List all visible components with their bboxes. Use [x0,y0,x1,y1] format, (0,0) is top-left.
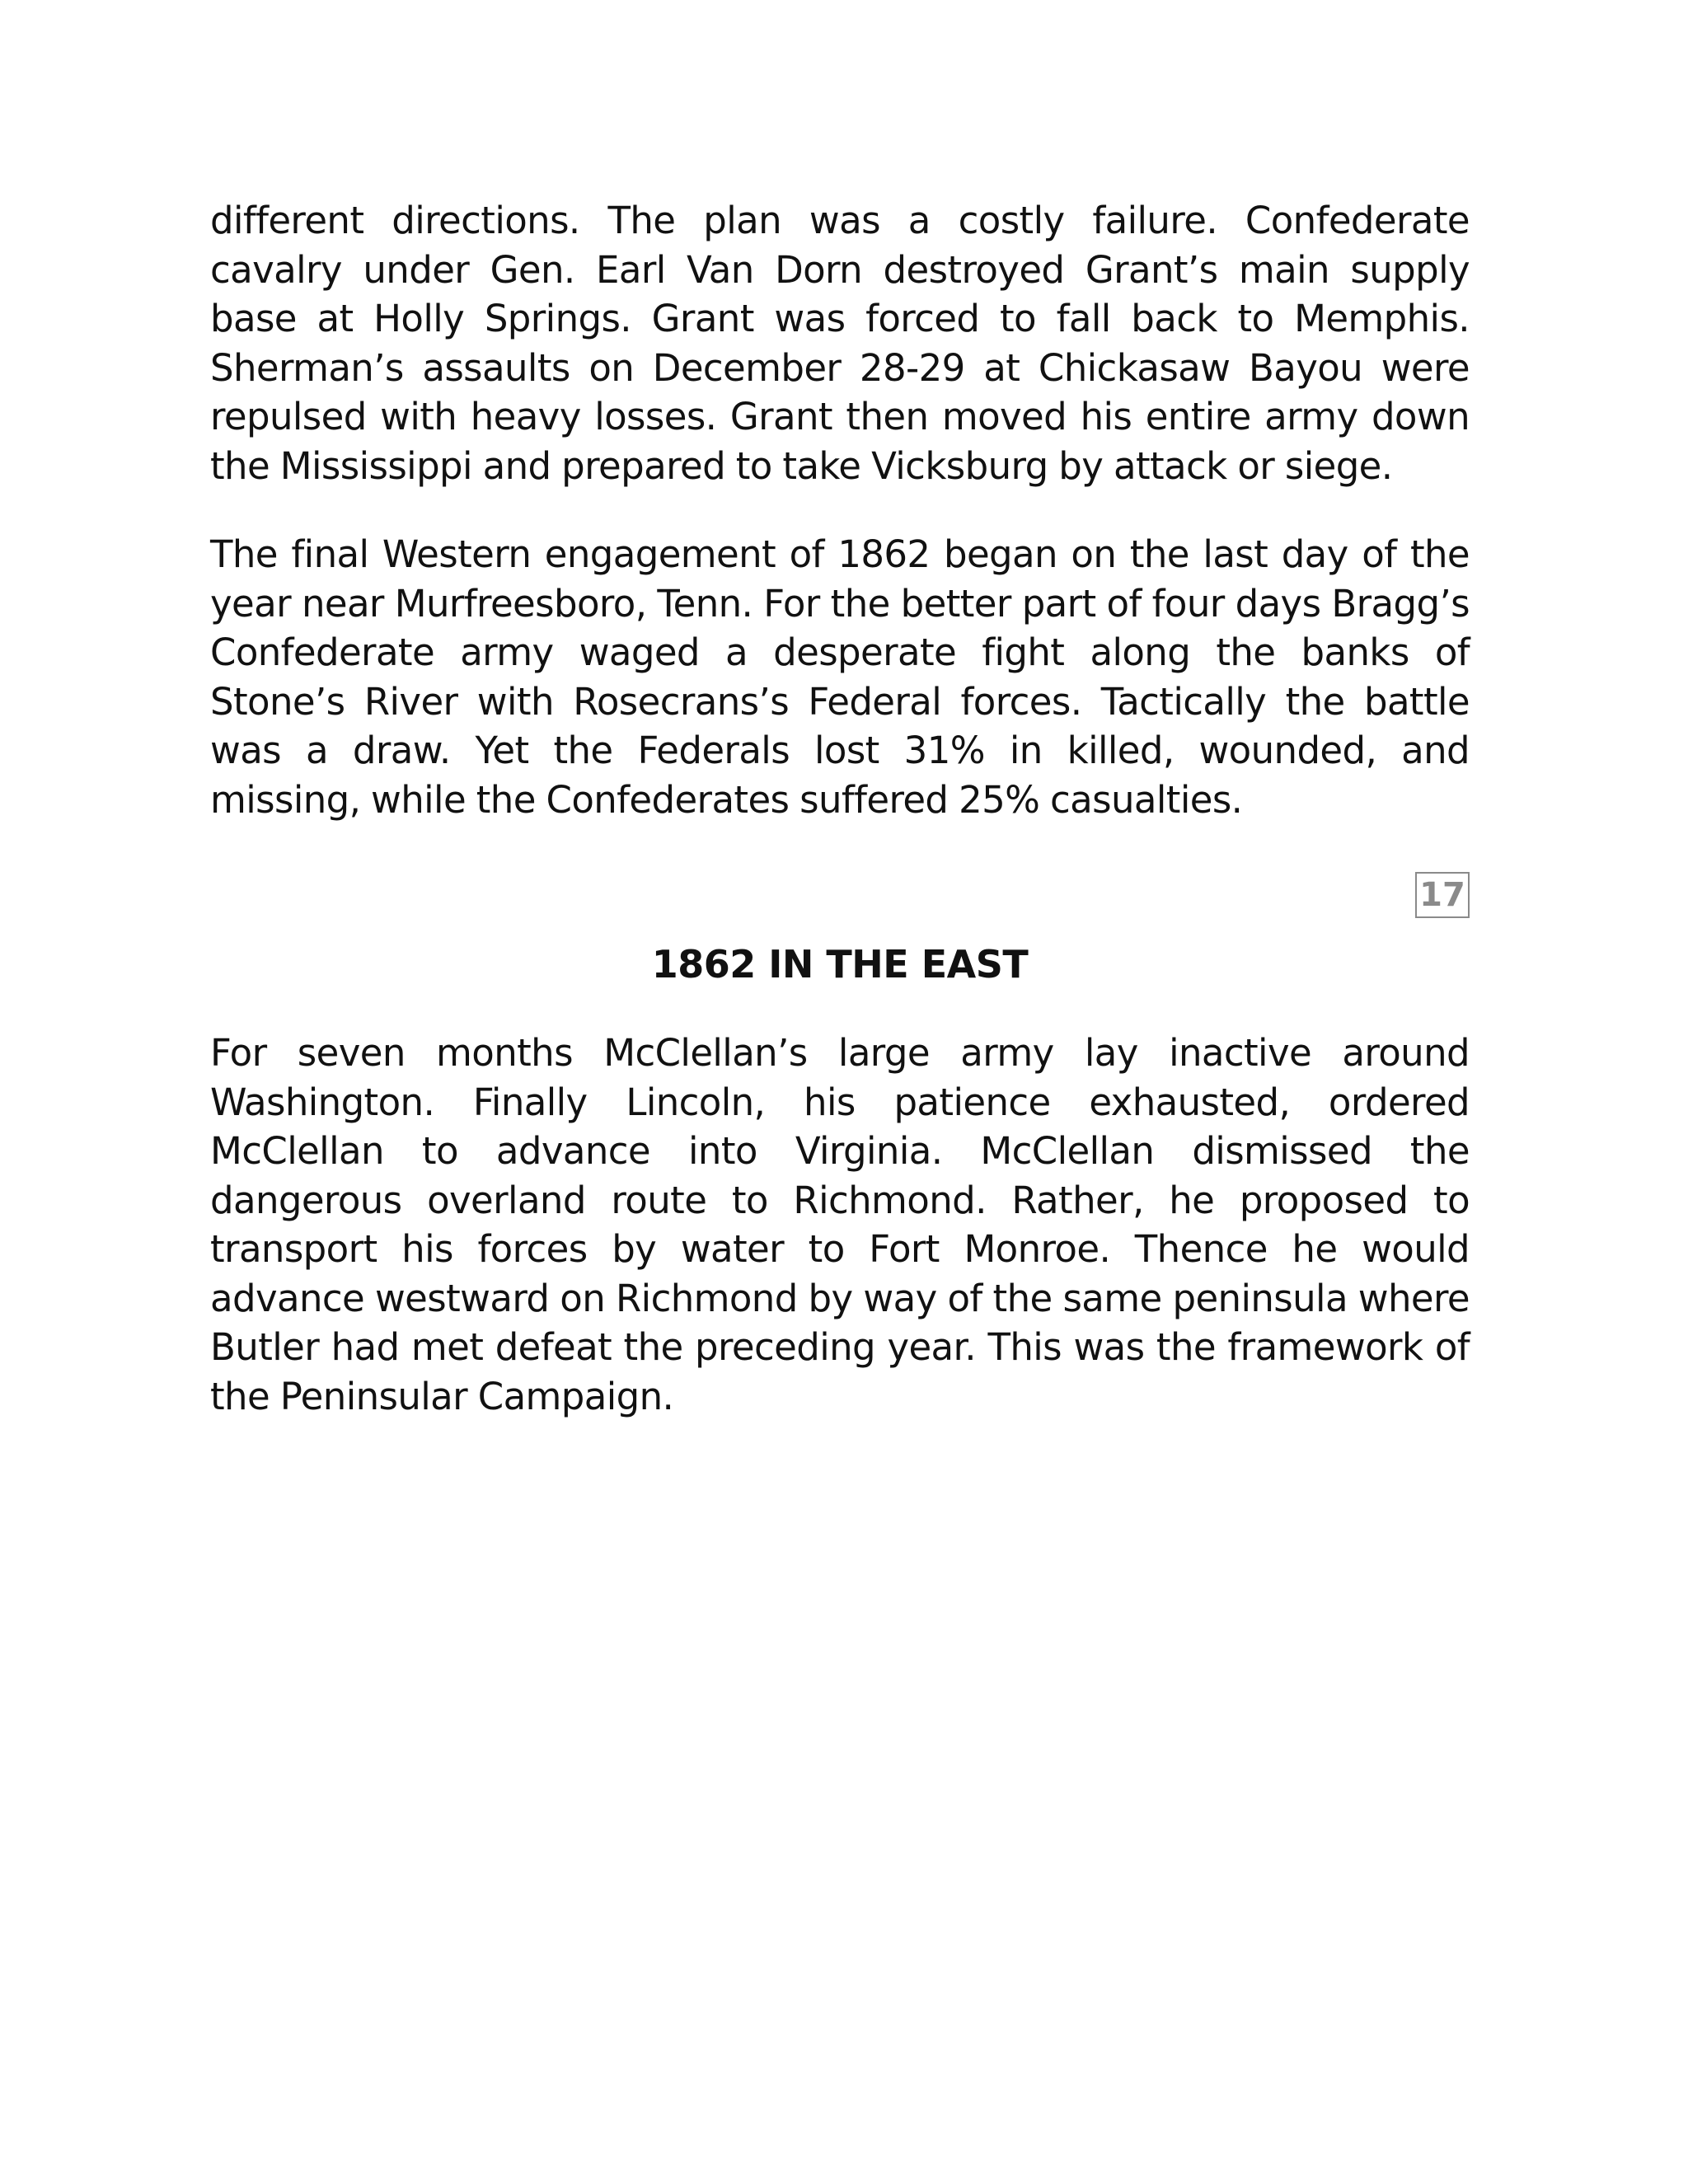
page-number: 17 [1415,872,1470,918]
paragraph-peninsular-campaign: For seven months McClellan’s large army lay inactive around Washington. Finally Lincoln, his patience exhausted, ordered McClellan to advance into Virginia. McClellan dismissed the dangerous overland route to Richmond. Rather, he proposed to transport his forces by water to Fort Monroe. Thence he would advance westward on Richmond by way of the same peninsula where Butler had met defeat the preceding year. This was the framework of the Peninsular Campaign. [210,1031,1470,1418]
paragraph-stones-river: The final Western engagement of 1862 began on the last day of the year near Murfreesboro, Tenn. For the better part of four days Bragg’s Confederate army waged a desperate fight along the banks of Stone’s River with Rosecrans’s Federal forces. Tactically the battle was a draw. Yet the Federals lost 31% in killed, wounded, and missing, while the Confederates suffered 25% casualties. [210,532,1470,822]
document-page [210,196,1470,1421]
section-title: 1862 IN THE EAST [651,942,1029,987]
paragraph-western-campaign: different directions. The plan was a costly failure. Confederate cavalry under Gen. Earl Van Dorn destroyed Grant’s main supply base at Holly Springs. Grant was forced to fall back to Memphis. Sherman’s assaults on December 28-29 at Chickasaw Bayou were repulsed with heavy losses. Grant then moved his entire army down the Mississippi and prepared to take Vicksburg by attack or siege. [210,199,1470,488]
page-number-row [210,872,1470,923]
